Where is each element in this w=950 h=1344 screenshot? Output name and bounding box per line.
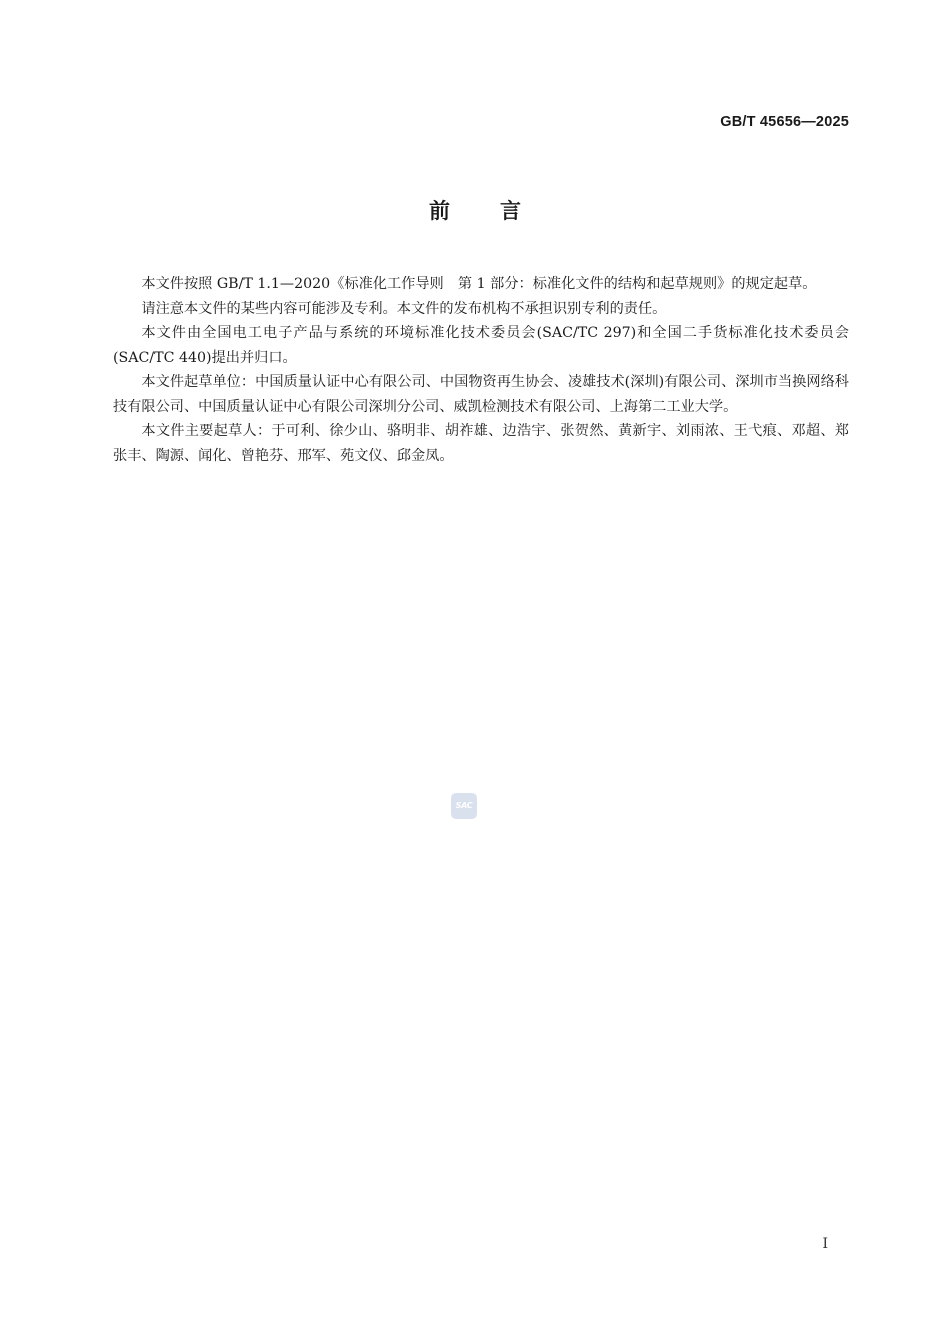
page-number: I	[822, 1236, 828, 1252]
page-title: 前言	[429, 199, 571, 223]
paragraph-patent-notice: 请注意本文件的某些内容可能涉及专利。本文件的发布机构不承担识别专利的责任。	[141, 300, 667, 317]
standard-code: GB/T 45656—2025	[720, 114, 849, 130]
paragraph-drafting-units: 本文件起草单位：中国质量认证中心有限公司、中国物资再生协会、凌雄技术(深圳)有限公司、深圳市当换网络科技有限公司、中国质量认证中心有限公司深圳分公司、威凯检测技术有限公司、上海第二工业大学。	[113, 374, 849, 415]
foreword-body	[113, 272, 849, 468]
sac-watermark-logo	[451, 793, 477, 819]
watermark-text: SAC	[455, 801, 473, 810]
paragraph-drafting-rules: 本文件按照 GB/T 1.1—2020《标准化工作导则 第 1 部分：标准化文件的结构和起草规则》的规定起草。	[141, 276, 817, 292]
paragraph-drafters: 本文件主要起草人：于可利、徐少山、骆明非、胡祚雄、边浩宇、张贺然、黄新宇、刘雨浓、王弋痕、邓超、郑张丰、陶源、闻化、曾艳芬、邢军、苑文仪、邱金凤。	[113, 423, 849, 464]
paragraph-proposer: 本文件由全国电工电子产品与系统的环境标准化技术委员会(SAC/TC 297)和全国二手货标准化技术委员会(SAC/TC 440)提出并归口。	[113, 325, 849, 366]
